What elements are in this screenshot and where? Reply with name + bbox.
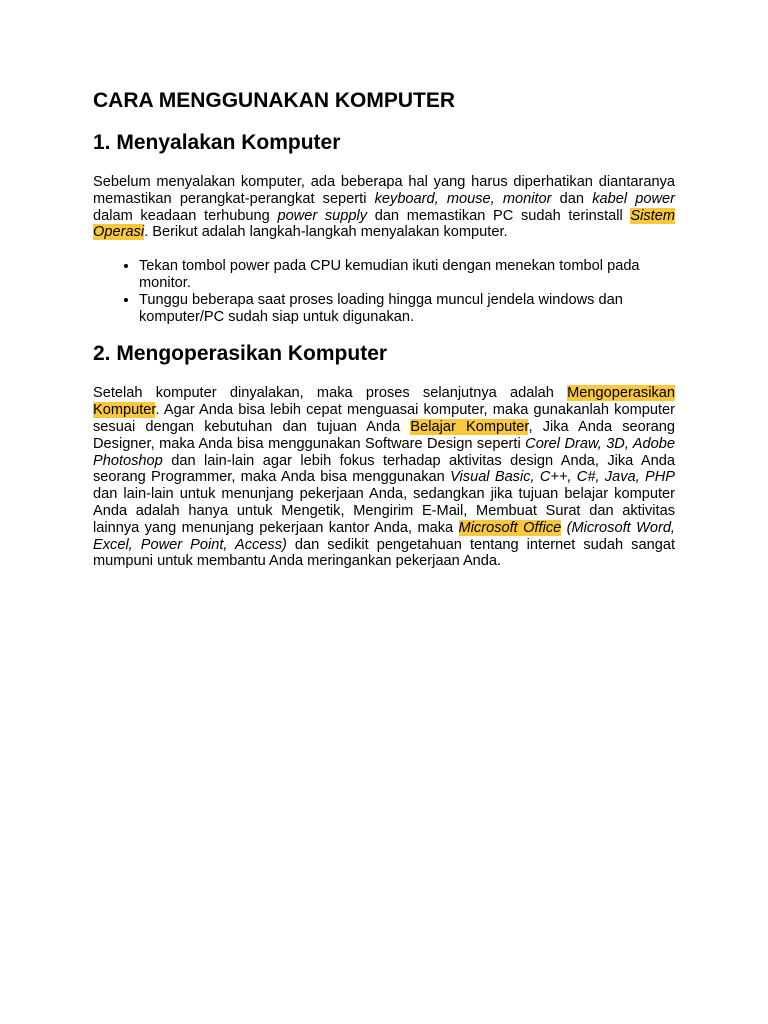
text-run: dalam keadaan terhubung (93, 207, 278, 224)
italic-programming-languages: Visual Basic, C++, C#, Java, PHP (450, 469, 675, 486)
italic-office-apps: (Microsoft Word, Excel, Power Point, Access) (93, 519, 675, 553)
steps-list (93, 258, 675, 325)
text-run: dan lain-lain agar lebih fokus terhadap aktivitas design Anda, Jika Anda seorang Programmer, maka Anda bisa menggunakan (93, 452, 675, 486)
list-item: • Tunggu beberapa saat proses loading hingga muncul jendela windows dan komputer/PC sudah siap untuk digunakan. (139, 292, 675, 326)
link-microsoft-office[interactable]: Microsoft Office (458, 519, 562, 536)
italic-design-software: Corel Draw, 3D, Adobe Photoshop (93, 435, 675, 469)
italic-power-supply: power supply (277, 207, 368, 224)
paragraph-mengoperasikan (93, 385, 675, 570)
document-title: CARA MENGGUNAKAN KOMPUTER (93, 89, 456, 112)
text-run: dan sedikit pengetahuan tentang internet sudah sangat mumpuni untuk membantu Anda meringankan pekerjaan Anda. (93, 536, 675, 570)
italic-devices: keyboard, mouse, monitor (374, 190, 552, 207)
text-run: dan memastikan PC sudah terinstall (367, 207, 631, 224)
text-run: Setelah komputer dinyalakan, maka proses selanjutnya adalah (93, 385, 568, 402)
section-heading-mengoperasikan: 2. Mengoperasikan Komputer (93, 342, 388, 366)
link-sistem-operasi[interactable]: Sistem Operasi (93, 207, 675, 241)
section-heading-menyalakan: 1. Menyalakan Komputer (93, 131, 341, 154)
text-run: , Jika Anda seorang Designer, maka Anda bisa menggunakan Software Design seperti (93, 418, 675, 452)
text-run: . Berikut adalah langkah-langkah menyalakan komputer. (144, 224, 508, 241)
document-content (93, 88, 675, 587)
text-run: dan (551, 190, 593, 207)
italic-kabel-power: kabel power (592, 190, 675, 207)
text-run: . Agar Anda bisa lebih cepat menguasai komputer, maka gunakanlah komputer sesuai dengan kebutuhan dan tujuan Anda (93, 402, 675, 435)
link-mengoperasikan-komputer[interactable]: Mengoperasikan Komputer (93, 385, 675, 419)
text-run: dan lain-lain untuk menunjang pekerjaan Anda, sedangkan jika tujuan belajar komputer Anda adalah hanya untuk Mengetik, Mengirim E-Mail, Membuat Surat dan aktivitas lainnya yang menunjang pekerjaan kantor Anda, maka (93, 486, 675, 536)
text-run: Sebelum menyalakan komputer, ada beberapa hal yang harus diperhatikan diantaranya memastikan perangkat-perangkat seperti (93, 174, 675, 207)
list-item: • Tekan tombol power pada CPU kemudian ikuti dengan menekan tombol pada monitor. (139, 258, 675, 292)
link-belajar-komputer[interactable]: Belajar Komputer (410, 418, 529, 435)
paragraph-menyalakan (93, 174, 675, 241)
